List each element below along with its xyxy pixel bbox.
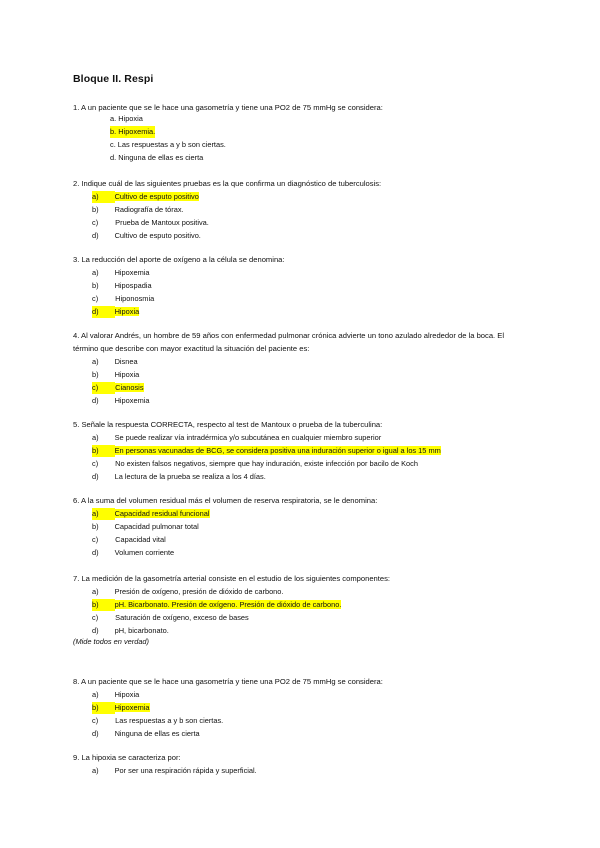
option-text: Presión de oxígeno, presión de dióxido de carbono. — [114, 587, 284, 596]
question-5-option-b — [92, 445, 441, 457]
option-text-highlighted: Cianosis — [115, 383, 144, 392]
option-text: Las respuestas a y b son ciertas. — [115, 716, 224, 725]
question-1-option-b — [110, 126, 155, 138]
option-text-highlighted: En personas vacunadas de BCG, se considera positiva una induración superior o igual a los 15 mm — [114, 446, 441, 455]
option-text: Por ser una respiración rápida y superficial. — [114, 766, 257, 775]
question-5-option-a — [92, 432, 381, 444]
question-5-option-d — [92, 471, 266, 483]
option-text: pH, bicarbonato. — [114, 626, 169, 635]
option-label: a) — [92, 587, 99, 596]
question-6-option-c — [92, 534, 166, 546]
question-1-option-c — [110, 139, 226, 151]
option-text: a. Hipoxia — [110, 114, 143, 123]
option-text: La lectura de la prueba se realiza a los 4 días. — [114, 472, 266, 481]
question-3-option-a — [92, 267, 150, 279]
option-text: Se puede realizar vía intradérmica y/o subcutánea en cualquier miembro superior — [114, 433, 382, 442]
option-text-highlighted: Hipoxemia — [114, 703, 150, 712]
option-label: c) — [92, 382, 115, 394]
option-label: d) — [92, 306, 115, 318]
question-9-option-a — [92, 765, 257, 777]
question-8-text: 8. A un paciente que se le hace una gasometría y tiene una PO2 de 75 mmHg se considera: — [73, 677, 383, 686]
option-label: b) — [92, 205, 99, 214]
option-text: Prueba de Mantoux positiva. — [115, 218, 209, 227]
option-text: No existen falsos negativos, siempre que hay induración, existe infección por bacilo de Koch — [115, 459, 418, 468]
option-label: a) — [92, 508, 115, 520]
option-label: d) — [92, 626, 99, 635]
option-text: Ninguna de ellas es cierta — [114, 729, 200, 738]
option-text: Hiponosmia — [115, 294, 155, 303]
option-label: b) — [92, 522, 99, 531]
option-text-highlighted: b. Hipoxemia. — [110, 127, 156, 136]
question-5-option-c — [92, 458, 418, 470]
question-8-option-d — [92, 728, 200, 740]
question-7-option-c — [92, 612, 249, 624]
option-label: d) — [92, 729, 99, 738]
question-2-text: 2. Indique cuál de las siguientes pruebas es la que confirma un diagnóstico de tuberculosis: — [73, 179, 382, 188]
question-3-option-c — [92, 293, 154, 305]
question-8-option-c — [92, 715, 223, 727]
question-7-option-d — [92, 625, 169, 637]
option-label: d) — [92, 548, 99, 557]
option-label: a) — [92, 268, 99, 277]
option-text: Saturación de oxígeno, exceso de bases — [115, 613, 249, 622]
question-9-text: 9. La hipoxia se caracteriza por: — [73, 753, 181, 762]
question-1-option-a — [110, 113, 143, 125]
option-text-highlighted: Cultivo de esputo positivo — [114, 192, 199, 201]
option-text: Hipoxemia — [114, 268, 150, 277]
question-5-text: 5. Señale la respuesta CORRECTA, respecto al test de Mantoux o prueba de la tuberculina: — [73, 420, 383, 429]
question-4-option-d — [92, 395, 150, 407]
option-label: c) — [92, 535, 99, 544]
option-text-highlighted: pH. Bicarbonato. Presión de oxígeno. Presión de dióxido de carbono. — [114, 600, 342, 609]
question-2-option-d — [92, 230, 201, 242]
question-7-text: 7. La medición de la gasometría arterial consiste en el estudio de los siguientes componentes: — [73, 574, 391, 583]
option-text: d. Ninguna de ellas es cierta — [110, 153, 204, 162]
question-6-option-a — [92, 508, 210, 520]
question-6-text: 6. A la suma del volumen residual más el volumen de reserva respiratoria, se le denomina: — [73, 496, 378, 505]
question-3-option-b — [92, 280, 152, 292]
question-4-option-a — [92, 356, 138, 368]
question-1-option-d — [110, 152, 203, 164]
question-2-option-c — [92, 217, 209, 229]
option-text: Hipospadia — [114, 281, 152, 290]
option-label: d) — [92, 231, 99, 240]
question-7-option-b — [92, 599, 341, 611]
question-4-text: 4. Al valorar Andrés, un hombre de 59 años con enfermedad pulmonar crónica advierte un tono azulado alrededor de la boca. El término que describe con mayor exactitud la situación del paciente es: — [73, 331, 505, 353]
question-4-option-b — [92, 369, 139, 381]
question-7-option-a — [92, 586, 283, 598]
option-text: Cultivo de esputo positivo. — [114, 231, 201, 240]
question-7-note: (Mide todos en verdad) — [73, 637, 149, 646]
option-text: Volumen corriente — [114, 548, 175, 557]
option-label: b) — [92, 370, 99, 379]
question-6-option-d — [92, 547, 174, 559]
option-text: Capacidad pulmonar total — [114, 522, 199, 531]
option-label: a) — [92, 191, 115, 203]
option-label: a) — [92, 690, 99, 699]
question-3-text: 3. La reducción del aporte de oxígeno a la célula se denomina: — [73, 255, 285, 264]
option-text: Hipoxia — [114, 690, 140, 699]
option-text: Disnea — [114, 357, 138, 366]
option-label: d) — [92, 396, 99, 405]
option-text: Capacidad vital — [115, 535, 166, 544]
page-title: Bloque II. Respi — [73, 73, 154, 85]
question-8-option-a — [92, 689, 139, 701]
question-8-option-b — [92, 702, 150, 714]
option-text: Hipoxemia — [114, 396, 150, 405]
option-label: d) — [92, 472, 99, 481]
option-label: c) — [92, 613, 99, 622]
option-text: Hipoxia — [114, 370, 140, 379]
option-label: a) — [92, 766, 99, 775]
question-4-option-c — [92, 382, 144, 394]
option-label: b) — [92, 599, 115, 611]
option-text-highlighted: Capacidad residual funcional — [114, 509, 210, 518]
question-1-text: 1. A un paciente que se le hace una gasometría y tiene una PO2 de 75 mmHg se considera: — [73, 103, 383, 112]
option-label: b) — [92, 702, 115, 714]
option-label: b) — [92, 445, 115, 457]
question-2-option-a — [92, 191, 199, 203]
option-label: c) — [92, 459, 99, 468]
option-label: c) — [92, 218, 99, 227]
option-label: a) — [92, 433, 99, 442]
option-label: a) — [92, 357, 99, 366]
option-label: b) — [92, 281, 99, 290]
option-text: Radiografía de tórax. — [114, 205, 184, 214]
option-text: c. Las respuestas a y b son ciertas. — [110, 140, 226, 149]
question-2-option-b — [92, 204, 184, 216]
option-label: c) — [92, 716, 99, 725]
question-6-option-b — [92, 521, 199, 533]
option-label: c) — [92, 294, 99, 303]
question-3-option-d — [92, 306, 139, 318]
option-text-highlighted: Hipoxia — [114, 307, 140, 316]
